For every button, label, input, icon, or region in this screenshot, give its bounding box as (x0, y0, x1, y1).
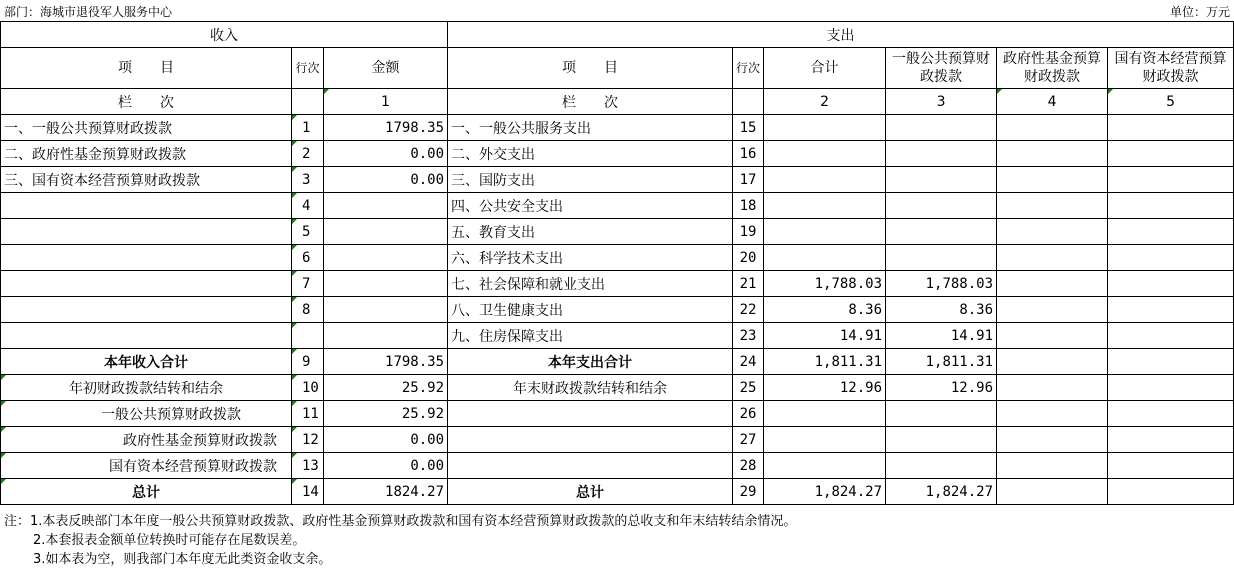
income-row-no-cell: 1 (292, 115, 324, 141)
expense-row-no-cell: 22 (733, 297, 764, 323)
fund-budget-cell (997, 115, 1108, 141)
fund-budget-cell (997, 401, 1108, 427)
income-col-label: 栏 次 (1, 89, 292, 115)
state-capital-cell (1108, 427, 1234, 453)
table-row (1, 271, 1234, 297)
income-item-cell (1, 271, 292, 297)
expense-item-cell: 年末财政拨款结转和结余 (448, 375, 733, 401)
income-amount-cell (324, 219, 448, 245)
income-item-cell (1, 297, 292, 323)
general-budget-cell: 14.91 (886, 323, 997, 349)
income-row-no-cell: 3 (292, 167, 324, 193)
total-amount-cell (764, 141, 886, 167)
expense-item-cell: 五、教育支出 (448, 219, 733, 245)
fund-budget-cell (997, 453, 1108, 479)
expense-row-no-cell: 26 (733, 401, 764, 427)
general-budget-cell (886, 427, 997, 453)
income-item-cell: 政府性基金预算财政拨款 (1, 427, 292, 453)
expense-row-no-cell: 18 (733, 193, 764, 219)
column-header-row (1, 48, 1234, 89)
income-amount-cell: 25.92 (324, 375, 448, 401)
state-capital-cell (1108, 271, 1234, 297)
fund-budget-cell (997, 323, 1108, 349)
table-row (1, 245, 1234, 271)
fund-budget-cell (997, 271, 1108, 297)
income-amount-header: 金额 (324, 48, 448, 89)
general-budget-cell (886, 453, 997, 479)
total-amount-cell: 1,788.03 (764, 271, 886, 297)
expense-row-no-cell: 16 (733, 141, 764, 167)
income-row-no-cell: 12 (292, 427, 324, 453)
income-amount-cell (324, 323, 448, 349)
income-item-header: 项 目 (1, 48, 292, 89)
expense-item-cell: 一、一般公共服务支出 (448, 115, 733, 141)
total-col-index: 2 (764, 89, 886, 115)
state-capital-cell (1108, 349, 1234, 375)
state-col-index: 5 (1108, 89, 1234, 115)
income-amount-cell: 1798.35 (324, 349, 448, 375)
total-amount-cell (764, 193, 886, 219)
income-item-cell (1, 219, 292, 245)
total-amount-cell: 14.91 (764, 323, 886, 349)
expense-row-no-cell: 17 (733, 167, 764, 193)
total-amount-cell (764, 115, 886, 141)
income-item-cell (1, 323, 292, 349)
income-row-no-cell: 8 (292, 297, 324, 323)
expense-item-cell: 七、社会保障和就业支出 (448, 271, 733, 297)
income-row-no-cell: 9 (292, 349, 324, 375)
expense-item-cell: 本年支出合计 (448, 349, 733, 375)
general-budget-cell (886, 219, 997, 245)
income-item-cell: 总计 (1, 479, 292, 505)
total-amount-cell (764, 219, 886, 245)
expense-col-label: 栏 次 (448, 89, 733, 115)
income-item-cell (1, 245, 292, 271)
income-item-cell: 本年收入合计 (1, 349, 292, 375)
expense-row-no-cell: 23 (733, 323, 764, 349)
state-capital-cell (1108, 401, 1234, 427)
fund-budget-cell (997, 193, 1108, 219)
fund-budget-cell (997, 245, 1108, 271)
table-row (1, 323, 1234, 349)
total-amount-cell: 12.96 (764, 375, 886, 401)
state-capital-cell (1108, 297, 1234, 323)
fund-budget-cell (997, 427, 1108, 453)
table-row (1, 141, 1234, 167)
table-row (1, 349, 1234, 375)
expense-row-no-header: 行次 (733, 48, 764, 89)
state-capital-cell (1108, 219, 1234, 245)
expense-section-header: 支出 (448, 22, 1234, 48)
fund-budget-cell (997, 141, 1108, 167)
income-row-no-cell: 13 (292, 453, 324, 479)
column-index-row (1, 89, 1234, 115)
income-amount-cell: 1824.27 (324, 479, 448, 505)
expense-item-cell: 八、卫生健康支出 (448, 297, 733, 323)
expense-row-no-cell: 27 (733, 427, 764, 453)
state-capital-header: 国有资本经营预算财政拨款 (1108, 48, 1234, 89)
footnote-3: 3.如本表为空，则我部门本年度无此类资金收支余。 (33, 552, 332, 567)
general-budget-cell: 1,811.31 (886, 349, 997, 375)
total-amount-cell (764, 427, 886, 453)
expense-row-no-cell: 20 (733, 245, 764, 271)
expense-row-no-cell: 19 (733, 219, 764, 245)
income-col-index-blank (292, 89, 324, 115)
expense-item-cell: 三、国防支出 (448, 167, 733, 193)
total-amount-cell (764, 453, 886, 479)
expense-row-no-cell: 24 (733, 349, 764, 375)
state-capital-cell (1108, 323, 1234, 349)
general-budget-header: 一般公共预算财政拨款 (886, 48, 997, 89)
total-amount-cell (764, 401, 886, 427)
income-amount-cell: 0.00 (324, 141, 448, 167)
table-row (1, 479, 1234, 505)
income-row-no-cell: 10 (292, 375, 324, 401)
table-row (1, 401, 1234, 427)
income-item-cell: 国有资本经营预算财政拨款 (1, 453, 292, 479)
fund-budget-cell (997, 167, 1108, 193)
income-item-cell: 一、一般公共预算财政拨款 (1, 115, 292, 141)
total-amount-cell (764, 245, 886, 271)
income-amount-cell (324, 297, 448, 323)
state-capital-cell (1108, 167, 1234, 193)
state-capital-cell (1108, 115, 1234, 141)
general-budget-cell (886, 193, 997, 219)
income-amount-cell (324, 245, 448, 271)
general-budget-cell: 1,824.27 (886, 479, 997, 505)
fund-budget-header: 政府性基金预算财政拨款 (997, 48, 1108, 89)
expense-row-no-cell: 29 (733, 479, 764, 505)
income-row-no-cell: 2 (292, 141, 324, 167)
total-amount-cell: 8.36 (764, 297, 886, 323)
expense-item-cell (448, 427, 733, 453)
expense-item-cell (448, 453, 733, 479)
expense-row-no-cell: 28 (733, 453, 764, 479)
table-row (1, 115, 1234, 141)
fund-budget-cell (997, 349, 1108, 375)
income-row-no-cell (292, 323, 324, 349)
general-budget-cell (886, 115, 997, 141)
income-item-cell (1, 193, 292, 219)
income-amount-cell: 0.00 (324, 453, 448, 479)
income-row-no-header: 行次 (292, 48, 324, 89)
expense-item-header: 项 目 (448, 48, 733, 89)
fund-budget-cell (997, 219, 1108, 245)
income-row-no-cell: 6 (292, 245, 324, 271)
state-capital-cell (1108, 141, 1234, 167)
expense-row-no-cell: 25 (733, 375, 764, 401)
table-row (1, 167, 1234, 193)
income-amount-cell (324, 271, 448, 297)
table-row (1, 297, 1234, 323)
expense-row-no-cell: 21 (733, 271, 764, 297)
table-row (1, 427, 1234, 453)
expense-col-index-blank (733, 89, 764, 115)
fund-budget-cell (997, 479, 1108, 505)
table-row (1, 453, 1234, 479)
income-item-cell: 三、国有资本经营预算财政拨款 (1, 167, 292, 193)
section-header-row (1, 22, 1234, 48)
state-capital-cell (1108, 479, 1234, 505)
unit-label: 单位：万元 (1169, 5, 1230, 19)
general-budget-cell (886, 245, 997, 271)
income-amount-cell (324, 193, 448, 219)
total-amount-cell: 1,811.31 (764, 349, 886, 375)
table-row (1, 375, 1234, 401)
general-budget-cell: 12.96 (886, 375, 997, 401)
total-amount-cell: 1,824.27 (764, 479, 886, 505)
department-label: 部门：海城市退役军人服务中心 (4, 5, 173, 19)
general-budget-cell (886, 141, 997, 167)
general-budget-cell: 8.36 (886, 297, 997, 323)
state-capital-cell (1108, 193, 1234, 219)
expense-item-cell: 总计 (448, 479, 733, 505)
income-item-cell: 一般公共预算财政拨款 (1, 401, 292, 427)
fund-col-index: 4 (997, 89, 1108, 115)
total-header: 合计 (764, 48, 886, 89)
income-amount-cell: 1798.35 (324, 115, 448, 141)
income-amount-cell: 0.00 (324, 167, 448, 193)
table-row (1, 219, 1234, 245)
expense-item-cell (448, 401, 733, 427)
income-row-no-cell: 14 (292, 479, 324, 505)
expense-row-no-cell: 15 (733, 115, 764, 141)
fund-budget-cell (997, 375, 1108, 401)
footnote-1: 注：1.本表反映部门本年度一般公共预算财政拨款、政府性基金预算财政拨款和国有资本经营预算财政拨款的总收支和年末结转结余情况。 (4, 514, 797, 529)
income-item-cell: 二、政府性基金预算财政拨款 (1, 141, 292, 167)
footnote-2: 2.本套报表金额单位转换时可能存在尾数误差。 (33, 533, 306, 548)
footnotes (4, 512, 796, 569)
income-row-no-cell: 7 (292, 271, 324, 297)
expense-item-cell: 九、住房保障支出 (448, 323, 733, 349)
general-budget-cell (886, 401, 997, 427)
income-row-no-cell: 5 (292, 219, 324, 245)
state-capital-cell (1108, 453, 1234, 479)
general-budget-cell: 1,788.03 (886, 271, 997, 297)
income-amount-cell: 25.92 (324, 401, 448, 427)
income-row-no-cell: 4 (292, 193, 324, 219)
finance-table (0, 21, 1234, 505)
general-col-index: 3 (886, 89, 997, 115)
income-section-header: 收入 (1, 22, 448, 48)
table-row (1, 193, 1234, 219)
report-header (0, 0, 1234, 21)
income-amount-cell: 0.00 (324, 427, 448, 453)
income-row-no-cell: 11 (292, 401, 324, 427)
expense-item-cell: 二、外交支出 (448, 141, 733, 167)
expense-item-cell: 四、公共安全支出 (448, 193, 733, 219)
total-amount-cell (764, 167, 886, 193)
general-budget-cell (886, 167, 997, 193)
fund-budget-cell (997, 297, 1108, 323)
income-item-cell: 年初财政拨款结转和结余 (1, 375, 292, 401)
expense-item-cell: 六、科学技术支出 (448, 245, 733, 271)
state-capital-cell (1108, 245, 1234, 271)
state-capital-cell (1108, 375, 1234, 401)
income-col-index: 1 (324, 89, 448, 115)
